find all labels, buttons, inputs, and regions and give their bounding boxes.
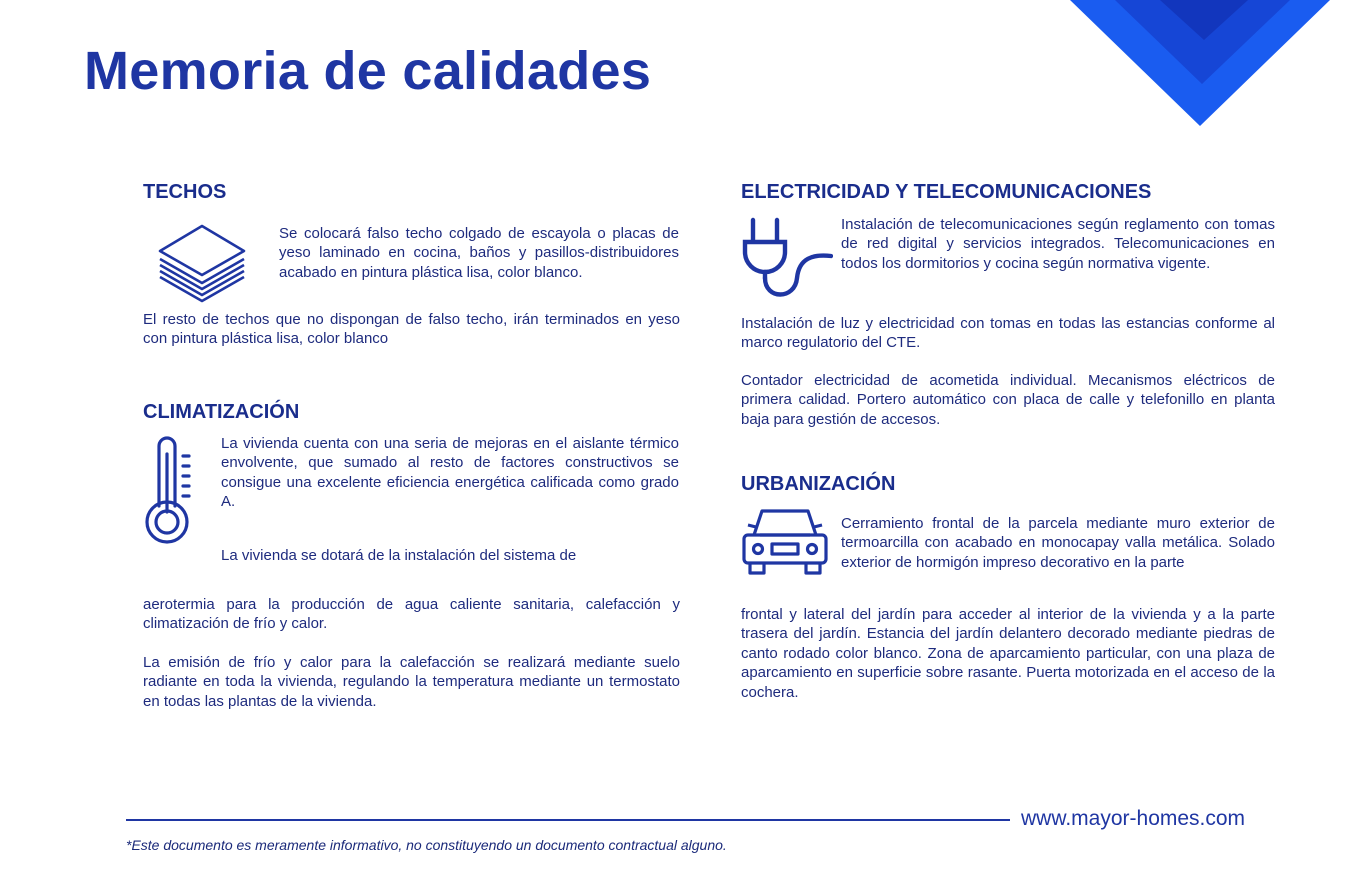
urbanizacion-paragraph-1: Cerramiento frontal de la parcela mediante muro exterior de termoarcilla con acabado en monocapay valla metálica. Solado exterior de hormigón impreso decorativo en la parte <box>841 515 1275 571</box>
climatizacion-paragraph-2: La vivienda se dotará de la instalación del sistema de <box>221 547 577 564</box>
section-heading-climatizacion: CLIMATIZACIÓN <box>143 401 300 423</box>
urbanizacion-paragraph-2: frontal y lateral del jardín para acceder al interior de la vivienda y a la parte trasera del jardín. Estancia del jardín delantero decorado mediante piedras de canto rodado color blanco. Zona de aparcamiento particular, con una plaza de aparcamiento en superficie sobre rasante. Puerta motorizada en el acceso de la cochera. <box>741 606 1275 701</box>
car-icon <box>740 505 830 577</box>
electricidad-paragraph-3: Contador electricidad de acometida individual. Mecanismos eléctricos de primera calidad. Portero automático con placa de calle y telefonillo en planta baja para gestión de accesos. <box>741 372 1275 428</box>
page-title: Memoria de calidades <box>84 41 652 101</box>
electricidad-paragraph-1: Instalación de telecomunicaciones según reglamento con tomas de red digital y servicios integrados. Telecomunicaciones en todos los dormitorios y cocina según normativa vigente. <box>841 216 1275 272</box>
website-link[interactable]: www.mayor-homes.com <box>1021 807 1246 830</box>
thermometer-icon <box>143 434 193 546</box>
corner-chevron-decoration <box>1060 0 1359 130</box>
climatizacion-paragraph-4: La emisión de frío y calor para la calefacción se realizará mediante suelo radiante en toda la vivienda, regulando la temperatura mediante un termostato en todas las plantas de la vivienda. <box>143 654 680 710</box>
section-heading-electricidad: ELECTRICIDAD Y TELECOMUNICACIONES <box>741 181 1152 203</box>
section-heading-techos: TECHOS <box>143 181 227 203</box>
electricidad-paragraph-2: Instalación de luz y electricidad con tomas en todas las estancias conforme al marco regulatorio del CTE. <box>741 315 1275 352</box>
climatizacion-paragraph-3: aerotermia para la producción de agua caliente sanitaria, calefacción y climatización de frío y calor. <box>143 596 680 633</box>
section-heading-urbanizacion: URBANIZACIÓN <box>741 473 896 495</box>
techos-paragraph-1: Se colocará falso techo colgado de escayola o placas de yeso laminado en cocina, baños y pasillos-distribuidores acabado en pintura plástica lisa, color blanco. <box>279 225 679 281</box>
layers-icon <box>156 223 248 305</box>
plug-icon <box>741 216 833 298</box>
footer-divider <box>126 819 1010 821</box>
disclaimer-text: *Este documento es meramente informativo, no constituyendo un documento contractual alguno. <box>126 837 727 853</box>
techos-paragraph-2: El resto de techos que no dispongan de falso techo, irán terminados en yeso con pintura plástica lisa, color blanco <box>143 311 680 348</box>
climatizacion-paragraph-1: La vivienda cuenta con una seria de mejoras en el aislante térmico envolvente, que sumado al resto de factores constructivos se consigue una excelente eficiencia energética calificada como grado A. <box>221 435 679 511</box>
